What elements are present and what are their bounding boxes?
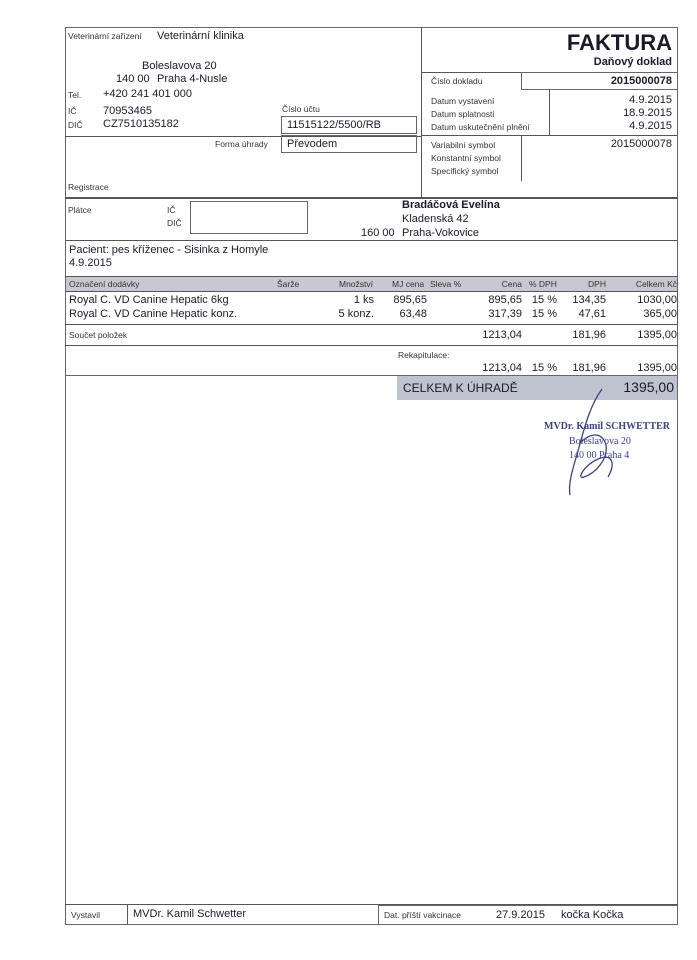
due-date: 18.9.2015	[623, 107, 672, 119]
customer-zip: 160 00	[361, 227, 395, 239]
invoice-subtitle: Daňový doklad	[593, 56, 672, 68]
issue-date: 4.9.2015	[629, 94, 672, 106]
patient-divider	[65, 240, 678, 241]
invoice-title: FAKTURA	[566, 30, 672, 55]
dates-divider	[549, 90, 550, 135]
issued-by: MVDr. Kamil Schwetter	[133, 908, 247, 920]
customer-ico-label: IČ	[167, 205, 176, 215]
item-price: 895,65	[488, 294, 522, 306]
variable-symbol: 2015000078	[610, 138, 672, 150]
patient-date: 4.9.2015	[69, 257, 112, 269]
supplier-payment: Převodem	[287, 138, 338, 150]
col-total-header: Celkem Kč	[635, 279, 677, 289]
table-row	[0, 308, 697, 322]
supplier-zip: 140 00	[116, 73, 150, 85]
item-vat: 47,61	[578, 308, 606, 320]
recap-pct: 15 %	[531, 362, 557, 374]
taxable-date: 4.9.2015	[629, 120, 672, 132]
facility-label: Veterinární zařízení	[68, 31, 142, 41]
customer-name: Bradáčová Evelína	[402, 199, 500, 211]
stamp-line-3: 140 00 Praha 4	[569, 450, 630, 461]
supplier-dic: CZ7510135182	[103, 118, 179, 130]
item-total: 1030,00	[637, 294, 677, 306]
header-divider	[421, 27, 422, 197]
item-unit-price: 63,48	[399, 308, 427, 320]
item-vat-pct: 15 %	[531, 294, 557, 306]
customer-city: Praha-Vokovice	[402, 227, 480, 239]
col-vat-header: DPH	[588, 279, 606, 289]
sum-divider	[65, 324, 678, 325]
issue-label: Datum vystavení	[431, 96, 495, 106]
patient-line: Pacient: pes kříženec - Sisinka z Homyle	[69, 244, 269, 256]
item-price: 317,39	[488, 308, 522, 320]
payment-label: Forma úhrady	[215, 139, 268, 149]
sum-price: 1213,04	[482, 329, 522, 341]
clinic-name: Veterinární klinika	[157, 30, 244, 42]
supplier-street: Boleslavova 20	[142, 60, 217, 72]
customer-top-divider	[65, 197, 678, 199]
item-vat: 134,35	[572, 294, 606, 306]
ico-label: IČ	[68, 106, 77, 116]
col-discount-header: Sleva %	[430, 279, 462, 289]
registration-label: Registrace	[68, 182, 109, 192]
constant-label: Konstantní symbol	[431, 153, 501, 163]
col-name-header: Označení dodávky	[69, 279, 140, 289]
symbols-vdivider	[521, 135, 522, 181]
item-qty: 5 konz.	[338, 308, 374, 320]
supplier-account: 11515122/5500/RB	[287, 119, 381, 131]
tel-label: Tel.	[68, 90, 82, 100]
dic-label: DIČ	[68, 120, 83, 130]
recap-divider	[65, 345, 678, 346]
variable-label: Variabilní symbol	[431, 140, 496, 150]
item-qty: 1 ks	[353, 294, 374, 306]
customer-dic-label: DIČ	[167, 218, 182, 228]
item-total: 365,00	[643, 308, 677, 320]
customer-id-box	[190, 201, 308, 234]
item-name: Royal C. VD Canine Hepatic 6kg	[69, 294, 229, 306]
col-batch-header: Šarže	[277, 279, 300, 289]
item-unit-price: 895,65	[393, 294, 427, 306]
stamp-line-2: Boleslavova 20	[569, 436, 631, 447]
table-row	[0, 294, 697, 308]
vaccination-animal: kočka Kočka	[561, 909, 624, 921]
total-col-line	[677, 290, 678, 324]
recap-total: 1395,00	[637, 362, 677, 374]
sum-vat: 181,96	[572, 329, 606, 341]
col-price-header: Cena	[501, 279, 522, 289]
stamp-line-1: MVDr. Kamil SCHWETTER	[544, 421, 671, 432]
vaccination-label: Dat. příští vakcinace	[384, 910, 462, 920]
supplier-tel: +420 241 401 000	[103, 88, 193, 100]
issued-label: Vystavil	[71, 910, 100, 920]
supplier-ico: 70953465	[103, 105, 152, 117]
taxable-label: Datum uskutečnění plnění	[431, 122, 530, 132]
due-label: Datum splatnosti	[431, 109, 495, 119]
sum-label: Součet položek	[69, 330, 128, 340]
sum-total: 1395,00	[637, 329, 677, 341]
doc-no: 2015000078	[610, 75, 672, 87]
col-unit-price-header: MJ cena	[392, 279, 425, 289]
account-label: Číslo účtu	[282, 104, 320, 114]
item-name: Royal C. VD Canine Hepatic konz.	[69, 308, 238, 320]
customer-street: Kladenská 42	[402, 213, 469, 225]
payer-label: Plátce	[68, 205, 92, 215]
col-vat-pct-header: % DPH	[529, 279, 557, 289]
recap-price: 1213,04	[482, 362, 522, 374]
supplier-city: Praha 4-Nusle	[157, 73, 228, 85]
recap-vat: 181,96	[572, 362, 606, 374]
symbols-divider	[421, 135, 678, 136]
doc-no-label: Číslo dokladu	[431, 76, 483, 86]
col-qty-header: Množství	[339, 279, 374, 289]
vaccination-date: 27.9.2015	[496, 909, 545, 921]
recap-label: Rekapitulace:	[398, 350, 450, 360]
item-vat-pct: 15 %	[531, 308, 557, 320]
signature	[550, 385, 640, 500]
grand-total-value: 1395,00	[623, 379, 674, 395]
grand-total-label: CELKEM K ÚHRADĚ	[403, 381, 518, 395]
specific-label: Specifický symbol	[431, 166, 499, 176]
issued-divider	[127, 904, 128, 925]
